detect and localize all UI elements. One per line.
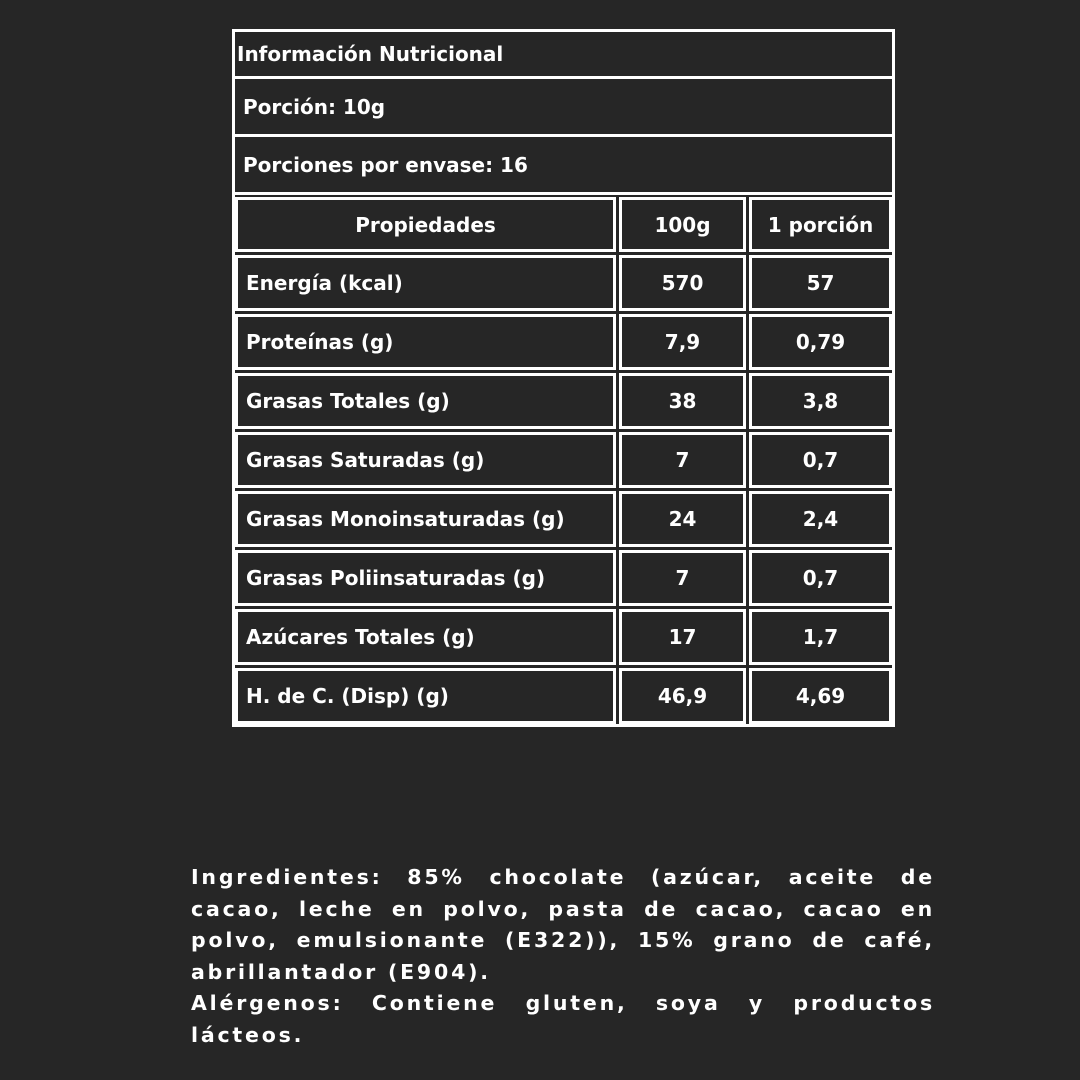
nutrient-name: Grasas Saturadas (g) — [235, 432, 616, 488]
table-row — [235, 314, 892, 370]
value-per-100g: 46,9 — [619, 668, 746, 724]
header-per-100g: 100g — [619, 197, 746, 252]
table-row — [235, 668, 892, 724]
portion-size: Porción: 10g — [235, 79, 892, 137]
ingredients-block — [191, 862, 935, 1051]
value-per-100g: 7 — [619, 550, 746, 606]
value-per-100g: 24 — [619, 491, 746, 547]
nutrient-name: Grasas Totales (g) — [235, 373, 616, 429]
nutrient-name: Azúcares Totales (g) — [235, 609, 616, 665]
table-row — [235, 255, 892, 311]
header-properties: Propiedades — [235, 197, 616, 252]
nutrition-grid — [235, 195, 892, 724]
table-row — [235, 373, 892, 429]
value-per-100g: 570 — [619, 255, 746, 311]
nutrient-name: Proteínas (g) — [235, 314, 616, 370]
nutrition-facts-table — [232, 29, 895, 727]
nutrient-name: H. de C. (Disp) (g) — [235, 668, 616, 724]
value-per-portion: 4,69 — [749, 668, 892, 724]
header-per-portion: 1 porción — [749, 197, 892, 252]
table-row — [235, 491, 892, 547]
value-per-100g: 17 — [619, 609, 746, 665]
nutrition-title: Información Nutricional — [235, 32, 892, 79]
value-per-100g: 7 — [619, 432, 746, 488]
value-per-portion: 0,7 — [749, 432, 892, 488]
table-header-row — [235, 197, 892, 252]
value-per-100g: 7,9 — [619, 314, 746, 370]
nutrient-name: Grasas Poliinsaturadas (g) — [235, 550, 616, 606]
table-row — [235, 550, 892, 606]
nutrient-name: Energía (kcal) — [235, 255, 616, 311]
value-per-portion: 57 — [749, 255, 892, 311]
value-per-portion: 0,79 — [749, 314, 892, 370]
ingredients-text: Ingredientes: 85% chocolate (azúcar, aceite de cacao, leche en polvo, pasta de cacao, cacao en polvo, emulsionante (E322)), 15% grano de café, abrillantador (E904). — [191, 865, 935, 984]
nutrient-name: Grasas Monoinsaturadas (g) — [235, 491, 616, 547]
table-row — [235, 432, 892, 488]
value-per-100g: 38 — [619, 373, 746, 429]
value-per-portion: 3,8 — [749, 373, 892, 429]
allergens-text: Alérgenos: Contiene gluten, soya y productos lácteos. — [191, 991, 935, 1047]
value-per-portion: 0,7 — [749, 550, 892, 606]
value-per-portion: 2,4 — [749, 491, 892, 547]
table-row — [235, 609, 892, 665]
value-per-portion: 1,7 — [749, 609, 892, 665]
portions-per-pack: Porciones por envase: 16 — [235, 137, 892, 195]
